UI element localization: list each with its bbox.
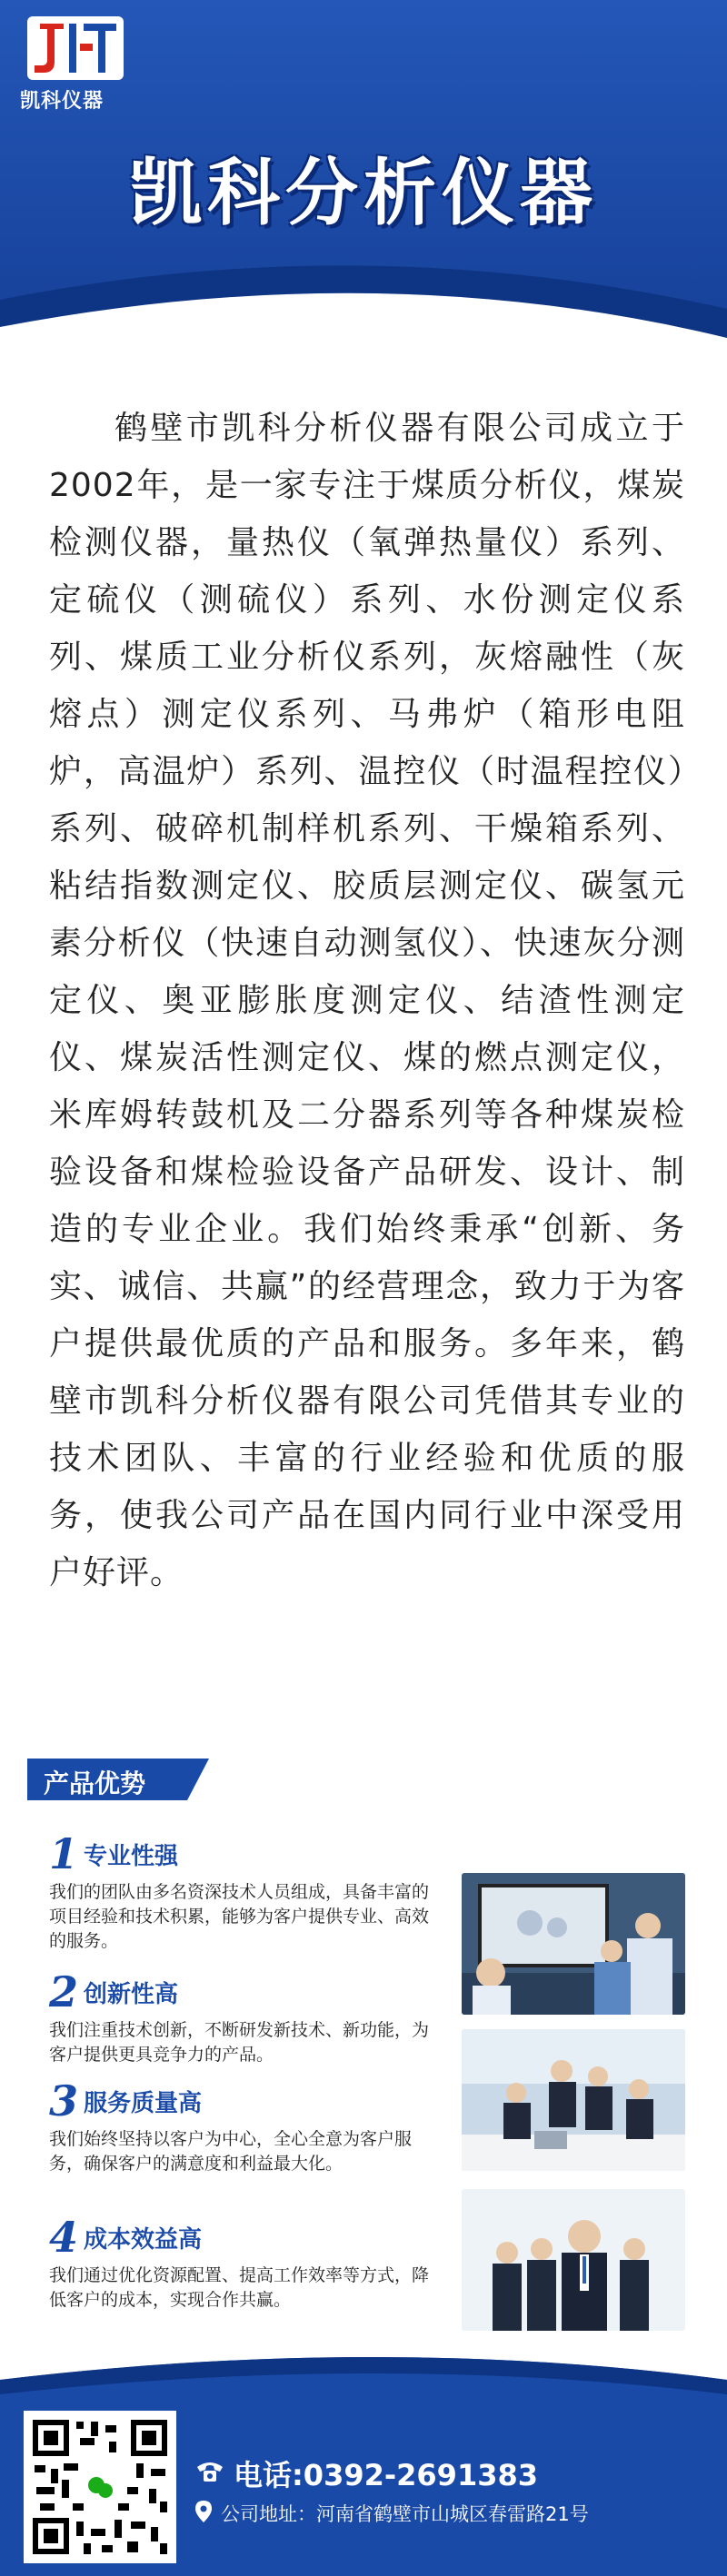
page-title: 凯科分析仪器 [129,151,598,235]
qr-code[interactable] [24,2411,176,2563]
phone-contact[interactable] [195,2452,538,2494]
logo-text: 凯科仪器 [20,89,105,113]
location-pin-icon [195,2501,212,2527]
section-heading-text: 产品优势 [44,1769,146,1798]
photo-celebration [462,2029,685,2171]
advantage-title: 服务质量高 [84,2090,203,2117]
advantage-number: 2 [49,1967,79,2016]
address-contact [195,2500,589,2527]
advantage-desc: 我们的团队由多名资深技术人员组成，具备丰富的项目经验和技术积累，能够为客户提供专业、高效的服务。 [49,1882,430,1951]
advantage-number: 1 [49,1829,79,1878]
photo-presentation [462,1873,685,2015]
logo-mark [27,16,124,80]
advantage-desc: 我们注重技术创新，不断研发新技术、新功能，为客户提供更具竞争力的产品。 [49,2020,430,2065]
phone-icon [195,2456,224,2491]
address-text: 公司地址：河南省鹤壁市山城区春雷路21号 [221,2503,589,2525]
advantage-number: 4 [49,2213,79,2262]
presentation-image [462,1873,685,2015]
advantage-desc: 我们通过优化资源配置、提高工作效率等方式，降低客户的成本，实现合作共赢。 [49,2265,430,2310]
phone-text: 电话:0392-2691383 [234,2458,539,2492]
advantage-item-2 [49,1967,431,2067]
advantage-item-4 [49,2213,431,2313]
advantage-title: 专业性强 [84,1843,179,1870]
advantage-desc: 我们始终坚持以客户为中心，全心全意为客户服务，确保客户的满意度和利益最大化。 [49,2129,413,2174]
company-intro: 鹤壁市凯科分析仪器有限公司成立于2002年，是一家专注于煤质分析仪，煤炭检测仪器，量热仪（氧弹热量仪）系列、定硫仪（测硫仪）系列、水份测定仪系列、煤质工业分析仪系列，灰熔融性（灰熔点）测定仪系列、马弗炉（箱形电阻炉，高温炉）系列、温控仪（时温程控仪）系列、破碎机制样机系列、干燥箱系列、粘结指数测定仪、胶质层测定仪、碳氢元素分析仪（快速自动测氢仪）、快速灰分测定仪、奥亚膨胀度测定仪、结渣性测定仪、煤炭活性测定仪、煤的燃点测定仪，米库姆转鼓机及二分器系列等各种煤炭检验设备和煤检验设备产品研发、设计、制造的专业企业。我们始终秉承“创新、务实、诚信、共赢”的经营理念，致力于为客户提供最优质的产品和服务。多年来，鹤壁市凯科分析仪器有限公司凭借其专业的技术团队、丰富的行业经验和优质的服务，使我公司产品在国内同行业中深受用户好评。 [49,410,685,1591]
advantage-item-3 [49,2076,431,2176]
header-banner [0,0,727,363]
logo-kj-icon [27,16,124,80]
advantage-item-1 [49,1829,431,1954]
qr-code-icon [27,2414,173,2560]
advantage-title: 创新性高 [84,1981,179,2008]
advantage-title: 成本效益高 [84,2226,203,2254]
company-logo [20,13,129,113]
team-image [462,2189,685,2331]
photo-team [462,2189,685,2331]
section-heading [27,1759,209,1800]
celebration-image [462,2029,685,2171]
advantage-number: 3 [49,2076,79,2125]
